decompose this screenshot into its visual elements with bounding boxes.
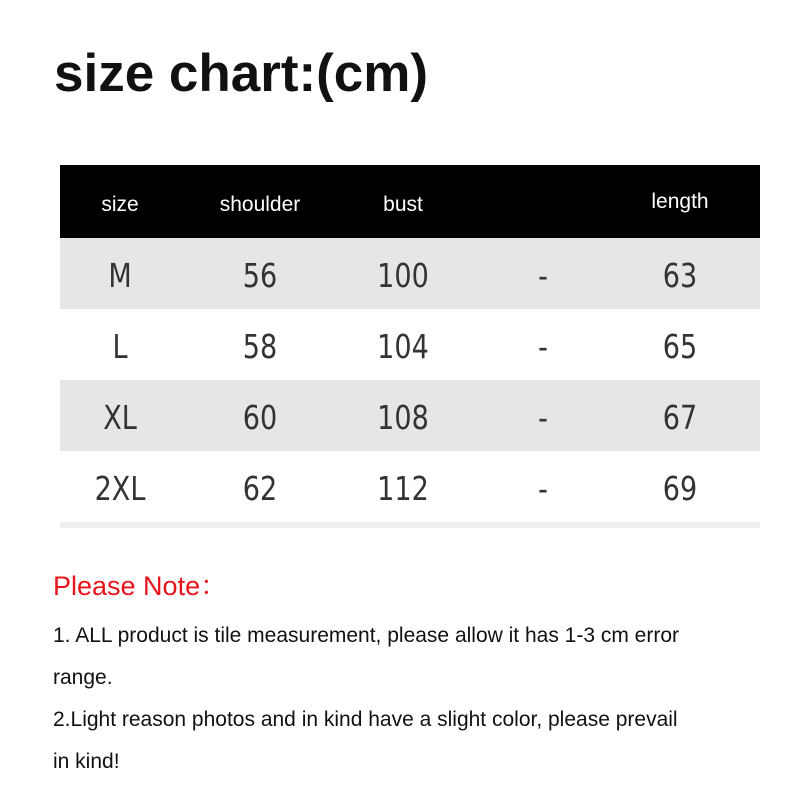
cell-size: L bbox=[112, 327, 128, 366]
cell-size: M bbox=[108, 256, 132, 295]
table-row bbox=[60, 238, 760, 309]
table-row bbox=[60, 380, 760, 451]
cell-size: 2XL bbox=[94, 469, 146, 508]
cell-dash: - bbox=[538, 469, 548, 508]
cell-shoulder: 60 bbox=[242, 398, 278, 437]
header-size: size bbox=[101, 193, 139, 216]
cell-dash: - bbox=[538, 256, 548, 295]
header-length: length bbox=[651, 190, 709, 213]
cell-length: 65 bbox=[662, 327, 698, 366]
cell-length: 63 bbox=[662, 256, 698, 295]
cell-length: 67 bbox=[662, 398, 698, 437]
cell-shoulder: 58 bbox=[242, 327, 278, 366]
note-line: 2.Light reason photos and in kind have a slight color, please prevail bbox=[53, 708, 678, 731]
note-line: in kind! bbox=[53, 750, 120, 773]
table-row bbox=[60, 451, 760, 522]
header-blank bbox=[483, 165, 603, 238]
cell-shoulder: 56 bbox=[242, 256, 278, 295]
cell-shoulder: 62 bbox=[242, 469, 278, 508]
page-title: size chart:(cm) bbox=[54, 44, 429, 103]
size-chart-table bbox=[60, 165, 760, 528]
cell-length: 69 bbox=[662, 469, 698, 508]
note-line: range. bbox=[53, 666, 113, 689]
note-title: Please Note： bbox=[53, 571, 228, 601]
cell-bust: 108 bbox=[377, 398, 429, 437]
cell-size: XL bbox=[103, 398, 137, 437]
cell-bust: 104 bbox=[377, 327, 429, 366]
header-bust: bust bbox=[383, 193, 423, 216]
cell-dash: - bbox=[538, 398, 548, 437]
cell-dash: - bbox=[538, 327, 548, 366]
cell-bust: 112 bbox=[377, 469, 429, 508]
table-row bbox=[60, 309, 760, 380]
table-bottom-border bbox=[60, 522, 760, 528]
header-shoulder: shoulder bbox=[219, 193, 301, 216]
cell-bust: 100 bbox=[377, 256, 429, 295]
table-header-row bbox=[60, 165, 760, 238]
note-line: 1. ALL product is tile measurement, please allow it has 1-3 cm error bbox=[53, 624, 680, 647]
